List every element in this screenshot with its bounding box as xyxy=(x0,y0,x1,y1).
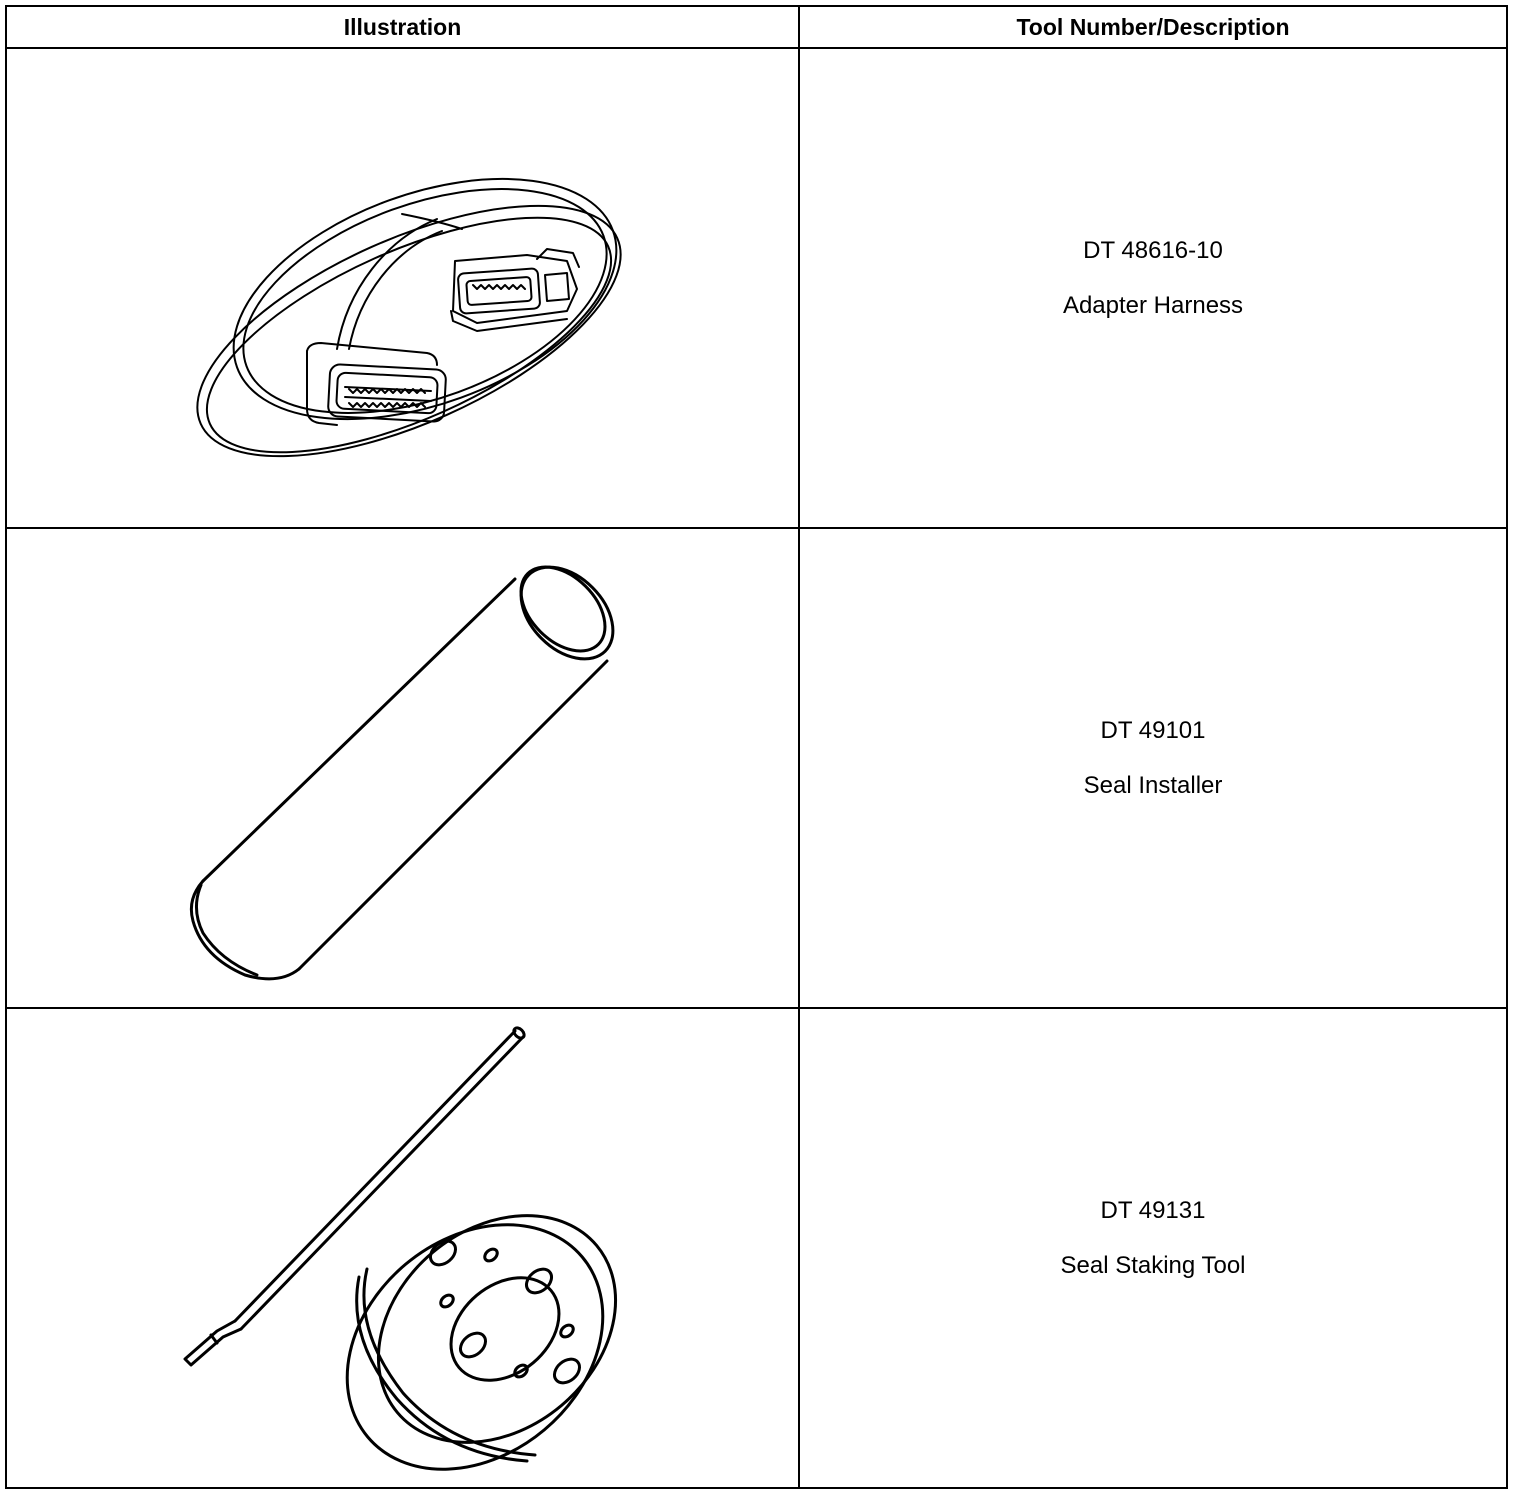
illustration-cell xyxy=(6,1008,799,1488)
table-row xyxy=(6,48,1507,528)
illustration-cell xyxy=(6,48,799,528)
adapter-harness-icon xyxy=(7,49,798,527)
tool-number: DT 49101 xyxy=(1100,716,1206,744)
table-row xyxy=(6,1008,1507,1488)
tool-number: DT 48616-10 xyxy=(1083,236,1223,264)
table-row xyxy=(6,528,1507,1008)
tool-description: Adapter Harness xyxy=(1062,291,1244,319)
illustration-cell xyxy=(6,528,799,1008)
tool-number: DT 49131 xyxy=(1100,1196,1206,1224)
tool-description: Seal Installer xyxy=(1083,771,1223,799)
seal-installer-icon xyxy=(7,529,798,1007)
illustration-header: Illustration xyxy=(6,6,799,48)
seal-staking-tool-icon xyxy=(7,1009,798,1487)
tool-description-cell xyxy=(799,528,1507,1008)
tool-number-description-header: Tool Number/Description xyxy=(799,6,1507,48)
header-row xyxy=(6,6,1507,48)
special-tools-table xyxy=(5,5,1508,1489)
tool-description-cell xyxy=(799,48,1507,528)
tool-description: Seal Staking Tool xyxy=(1060,1251,1246,1279)
tool-description-cell xyxy=(799,1008,1507,1488)
